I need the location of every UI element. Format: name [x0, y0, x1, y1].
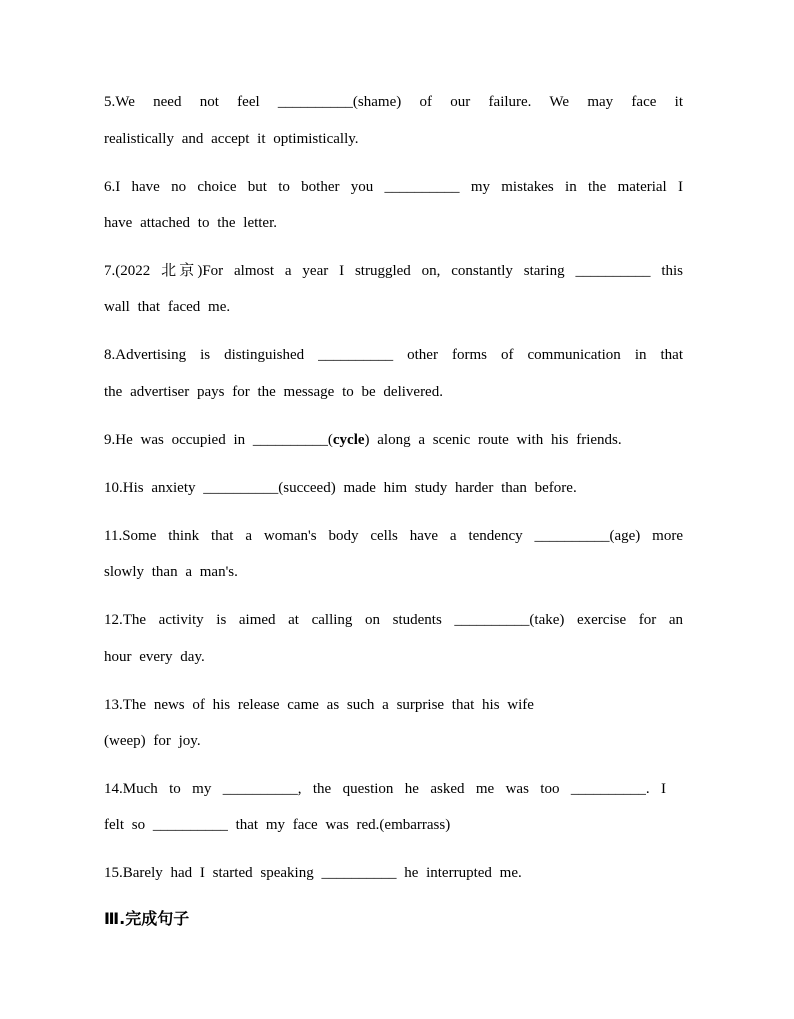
- question-11-line-2: slowly than a man's.: [104, 564, 238, 580]
- question-14-line-2: felt so __________ that my face was red.(embarrass): [104, 817, 451, 833]
- question-7-line-2: wall that faced me.: [104, 299, 231, 315]
- question-15: 15.Barely had I started speaking __________ he interrupted me.: [104, 865, 522, 881]
- section-heading: Ⅲ.完成句子: [104, 909, 190, 928]
- question-6-line-1: 6.I have no choice but to bother you __________ my mistakes in the material I: [104, 179, 683, 195]
- question-9-text-end: ) along a scenic route with his friends.: [364, 432, 622, 448]
- question-7-line-1: 7.(2022 北京)For almost a year I struggled on, constantly staring __________ this: [104, 263, 683, 279]
- question-8-line-1: 8.Advertising is distinguished __________ other forms of communication in that: [104, 347, 683, 363]
- question-14-line-1: 14.Much to my __________, the question he asked me was too __________. I: [104, 781, 666, 797]
- question-12-line-1: 12.The activity is aimed at calling on students __________(take) exercise for an: [104, 612, 683, 628]
- question-13-line-2: (weep) for joy.: [104, 733, 201, 749]
- question-11-line-1: 11.Some think that a woman's body cells have a tendency __________(age) more: [104, 528, 683, 544]
- question-10: 10.His anxiety __________(succeed) made him study harder than before.: [104, 480, 577, 496]
- question-13-line-1: 13.The news of his release came as such a surprise that his wife: [104, 697, 534, 713]
- question-6-line-2: have attached to the letter.: [104, 215, 278, 231]
- question-12-line-2: hour every day.: [104, 649, 205, 665]
- question-5-line-2: realistically and accept it optimistically.: [104, 131, 359, 147]
- question-8-line-2: the advertiser pays for the message to be delivered.: [104, 384, 443, 400]
- question-5-line-1: 5.We need not feel __________(shame) of our failure. We may face it: [104, 94, 683, 110]
- question-9-bold-word: cycle: [332, 432, 365, 448]
- question-9: [104, 430, 622, 450]
- question-9-text-start: 9.He was occupied in __________(: [104, 432, 333, 448]
